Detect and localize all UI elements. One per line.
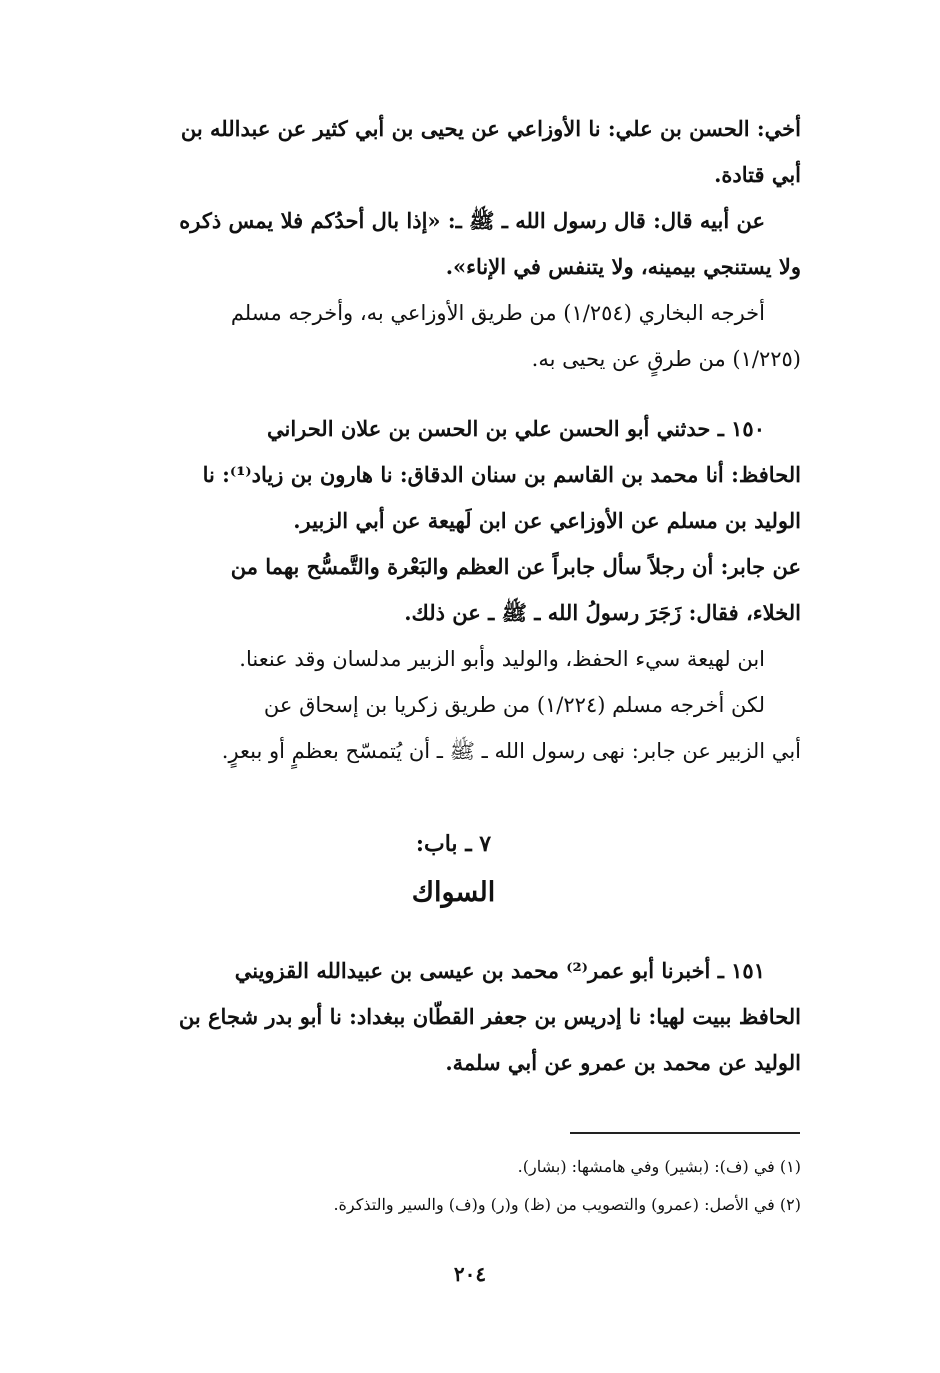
footnote-divider: [570, 1132, 800, 1134]
footnote: (٢) في الأصل: (عمرو) والتصويب من (ظ) و(ر) و(ف) والسير والتذكرة.: [333, 1195, 801, 1214]
section-text: [106, 948, 801, 1086]
text-line: لكن أخرجه مسلم (١/٢٢٤) من طريق زكريا بن إسحاق عن: [263, 693, 765, 717]
text-line: الحافظ: أنا محمد بن القاسم بن سنان الدقاق: نا هارون بن زياد⁽¹⁾: نا: [202, 462, 801, 487]
text-line: الخلاء، فقال: زَجَرَ رسولُ الله ـ ﷺ ـ عن ذلك.: [404, 600, 801, 625]
text-line: أبي الزبير عن جابر: نهى رسول الله ـ ﷺ ـ أن يُتمسّح بعظمٍ أو ببعرٍ.: [221, 739, 801, 763]
text-line: أبي قتادة.: [714, 162, 801, 187]
page-number: ٢٠٤: [453, 1262, 487, 1286]
text-line: ولا يستنجي بيمينه، ولا يتنفس في الإناء».: [445, 254, 801, 279]
chapter-title: السواك: [411, 877, 496, 908]
main-text: [106, 106, 801, 774]
text-line: عن أبيه قال: قال رسول الله ـ ﷺ ـ: «إذا بال أحدُكم فلا يمس ذكره: [179, 208, 765, 233]
text-line: الوليد بن مسلم عن الأوزاعي عن ابن لَهيعة عن أبي الزبير.: [293, 508, 801, 533]
text-line: ١٥١ ـ أخبرنا أبو عمر⁽²⁾ محمد بن عيسى بن عبيدالله القزويني: [234, 958, 765, 983]
footnote: (١) في (ف): (بشير) وفي هامشها: (بشار).: [517, 1157, 801, 1176]
text-line: الوليد عن محمد بن عمرو عن أبي سلمة.: [445, 1050, 801, 1075]
text-line: (١/٢٢٥) من طرقٍ عن يحيى به.: [531, 347, 801, 371]
text-line: عن جابر: أن رجلاً سأل جابراً عن العظم والبَعْرة والتَّمسُّح بهما من: [230, 554, 801, 579]
text-line: الحافظ ببيت لهيا: نا إدريس بن جعفر القطّان ببغداد: نا أبو بدر شجاع بن: [178, 1004, 801, 1029]
text-line: أخرجه البخاري (١/٢٥٤) من طريق الأوزاعي به، وأخرجه مسلم: [230, 301, 765, 325]
text-line: ١٥٠ ـ حدثني أبو الحسن علي بن الحسن بن علان الحراني: [266, 416, 765, 441]
text-line: أخي: الحسن بن علي: نا الأوزاعي عن يحيى بن أبي كثير عن عبدالله بن: [180, 116, 801, 141]
text-line: ابن لهيعة سيء الحفظ، والوليد وأبو الزبير مدلسان وقد عنعنا.: [239, 647, 765, 671]
footnotes: [106, 1148, 801, 1224]
chapter-label: ٧ ـ باب:: [415, 831, 492, 857]
